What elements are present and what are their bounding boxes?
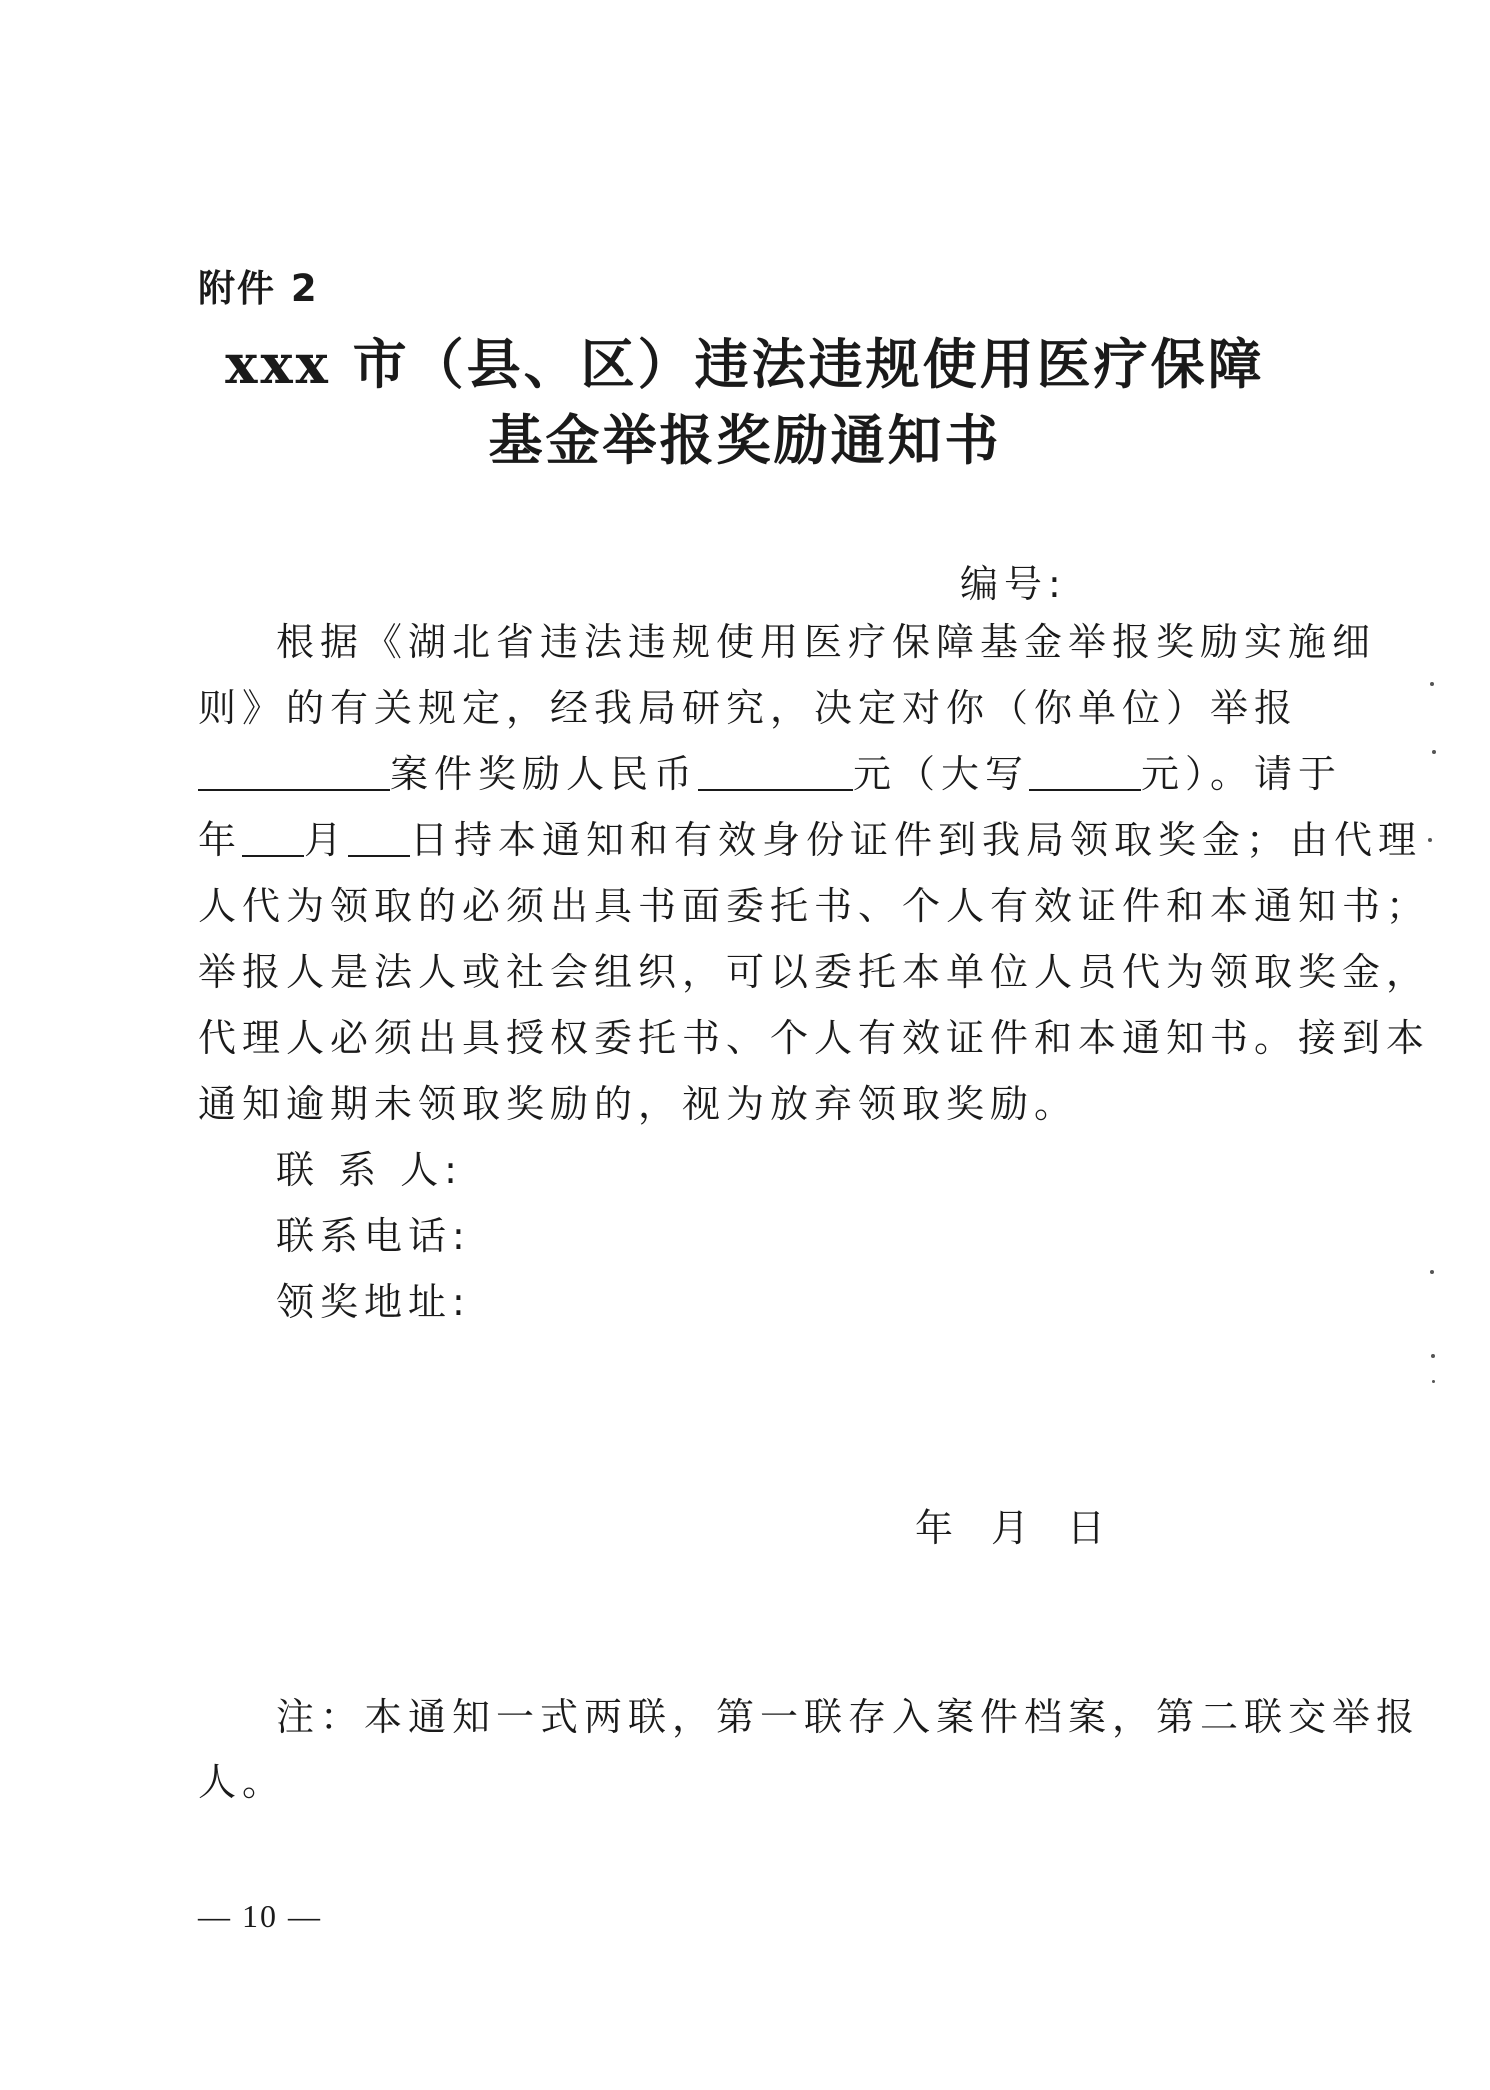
body-line-5: 人代为领取的必须出具书面委托书、个人有效证件和本通知书；: [198, 884, 1431, 928]
date-year: 年: [915, 1506, 954, 1550]
page-number: — 10 —: [198, 1898, 322, 1934]
body-line-7: 代理人必须出具授权委托书、个人有效证件和本通知书。接到本: [198, 1016, 1431, 1060]
capital-amount-blank: [1029, 753, 1141, 791]
scan-speck: [1430, 682, 1434, 686]
case-blank: [198, 753, 390, 791]
serial-number-label: 编号:: [960, 562, 1067, 606]
collect-instruction: 日持本通知和有效身份证件到我局领取奖金；由代理: [410, 818, 1423, 862]
scan-speck: [1432, 1380, 1435, 1383]
capital-amount-label: 元（大写: [853, 752, 1030, 796]
body-line-3: [198, 749, 1342, 799]
contact-phone-label: 联系电话:: [276, 1214, 471, 1258]
body-line-2: 则》的有关规定，经我局研究，决定对你（你单位）举报: [198, 686, 1299, 730]
year-label: 年: [198, 818, 243, 862]
date-day: 日: [1067, 1506, 1106, 1550]
contact-person-label: 联 系 人:: [276, 1148, 463, 1192]
please-come-label: 元）。请于: [1141, 752, 1343, 796]
body-line-4: [198, 815, 1422, 865]
note-line-2: 人。: [198, 1760, 287, 1804]
body-line-6: 举报人是法人或社会组织，可以委托本单位人员代为领取奖金，: [198, 950, 1431, 994]
date-month: 月: [991, 1506, 1030, 1550]
date-line: [915, 1497, 1143, 1552]
month-blank: [242, 819, 304, 857]
reward-rmb-label: 案件奖励人民币: [390, 752, 699, 796]
body-line-1: 根据《湖北省违法违规使用医疗保障基金举报奖励实施细: [276, 620, 1377, 664]
title-line-2: 基金举报奖励通知书: [488, 408, 1002, 472]
day-blank: [348, 819, 410, 857]
scan-speck: [1432, 750, 1436, 754]
scan-speck: [1428, 838, 1432, 842]
scan-speck: [1430, 1270, 1434, 1274]
award-address-label: 领奖地址:: [276, 1280, 471, 1324]
body-line-8: 通知逾期未领取奖励的，视为放弃领取奖励。: [198, 1082, 1079, 1126]
scan-speck: [1431, 1354, 1435, 1358]
note-line-1: 注：本通知一式两联，第一联存入案件档案，第二联交举报: [276, 1695, 1421, 1739]
month-label: 月: [304, 818, 349, 862]
attachment-label: 附件 2: [198, 267, 319, 310]
title-line-1: xxx 市（县、区）违法违规使用医疗保障: [225, 332, 1265, 396]
amount-blank: [698, 753, 853, 791]
